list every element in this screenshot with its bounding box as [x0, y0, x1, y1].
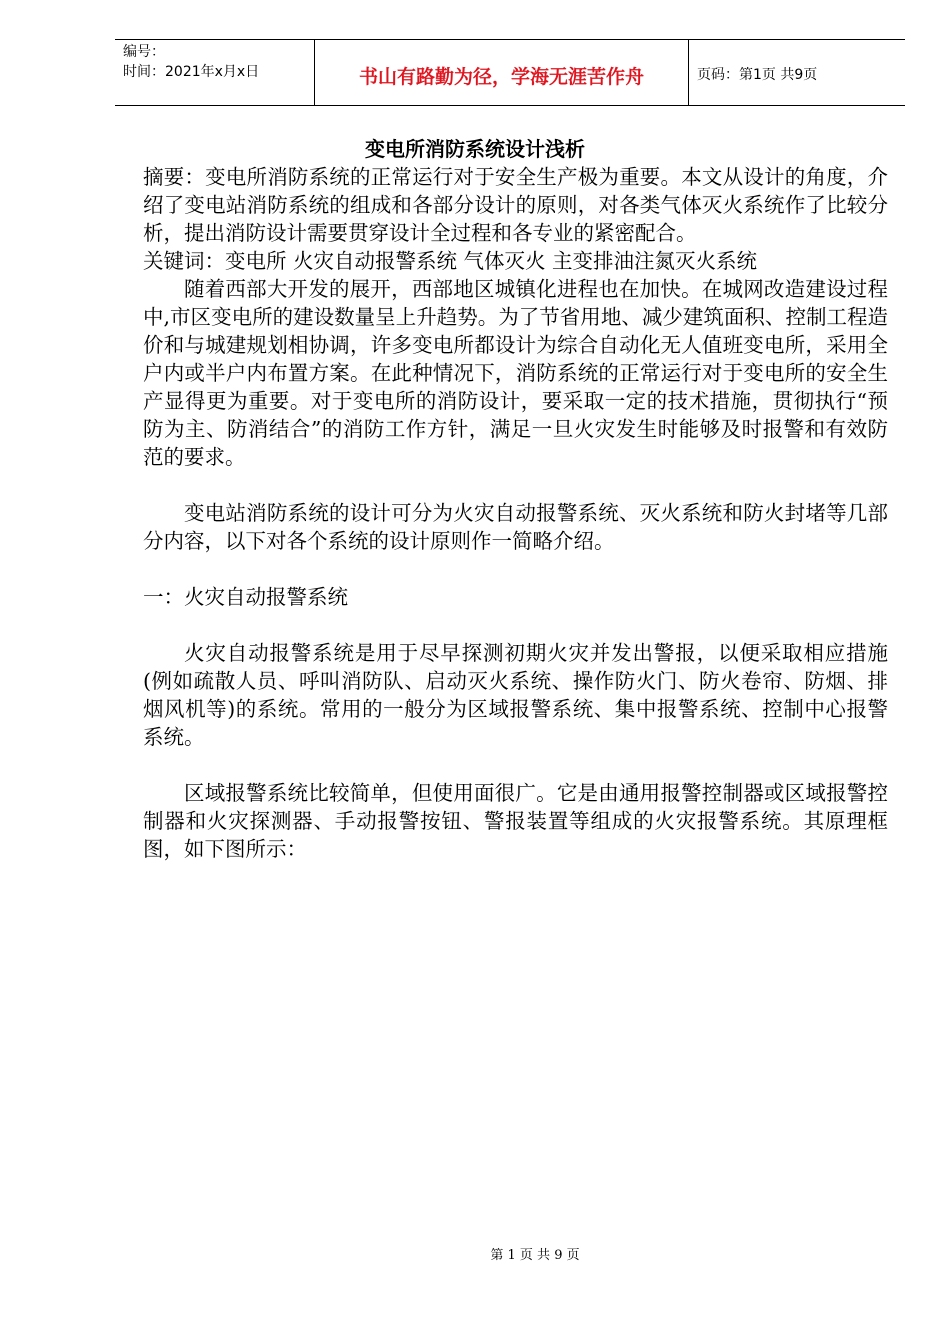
page-header	[115, 39, 905, 106]
paragraph-regional-alarm: 区域报警系统比较简单，但使用面很广。它是由通用报警控制器或区域报警控制器和火灾探测器、手动报警按钮、警报装置等组成的火灾报警系统。其原理框图，如下图所示：	[143, 781, 888, 861]
abstract: 摘要：变电所消防系统的正常运行对于安全生产极为重要。本文从设计的角度，介绍了变电站消防系统的组成和各部分设计的原则，对各类气体灭火系统作了比较分析，提出消防设计需要贯穿设计全过程和各专业的紧密配合。	[143, 165, 888, 245]
document-title: 变电所消防系统设计浅析	[365, 137, 585, 161]
page-footer: 第 1 页 共 9 页	[490, 1248, 580, 1263]
spacer	[143, 555, 888, 583]
paragraph-overview: 变电站消防系统的设计可分为火灾自动报警系统、灭火系统和防火封堵等几部分内容，以下对各个系统的设计原则作一简略介绍。	[143, 501, 888, 553]
document-body	[143, 163, 888, 863]
header-meta	[115, 40, 315, 105]
spacer	[143, 471, 888, 499]
paragraph-alarm-system: 火灾自动报警系统是用于尽早探测初期火灾并发出警报，以便采取相应措施(例如疏散人员、呼叫消防队、启动灭火系统、操作防火门、防火卷帘、防烟、排烟风机等)的系统。常用的一般分为区域报警系统、集中报警系统、控制中心报警系统。	[143, 641, 888, 749]
header-page-info: 页码：第1页 共9页	[697, 66, 818, 83]
time-label: 时间：2021年x月x日	[123, 64, 260, 80]
spacer	[143, 751, 888, 779]
section-heading: 一：火灾自动报警系统	[143, 585, 348, 609]
paragraph-intro: 随着西部大开发的展开，西部地区城镇化进程也在加快。在城网改造建设过程中,市区变电所的建设数量呈上升趋势。为了节省用地、减少建筑面积、控制工程造价和与城建规划相协调，许多变电所都设计为综合自动化无人值班变电所，采用全户内或半户内布置方案。在此种情况下，消防系统的正常运行对于变电所的安全生产显得更为重要。对于变电所的消防设计，要采取一定的技术措施，贯彻执行“预防为主、防消结合”的消防工作方针，满足一旦火灾发生时能够及时报警和有效防范的要求。	[143, 277, 888, 469]
header-motto: 书山有路勤为径，学海无涯苦作舟	[315, 40, 689, 105]
number-label: 编号：	[123, 44, 165, 60]
spacer	[143, 611, 888, 639]
keywords: 关键词：变电所 火灾自动报警系统 气体灭火 主变排油注氮灭火系统	[143, 249, 758, 273]
